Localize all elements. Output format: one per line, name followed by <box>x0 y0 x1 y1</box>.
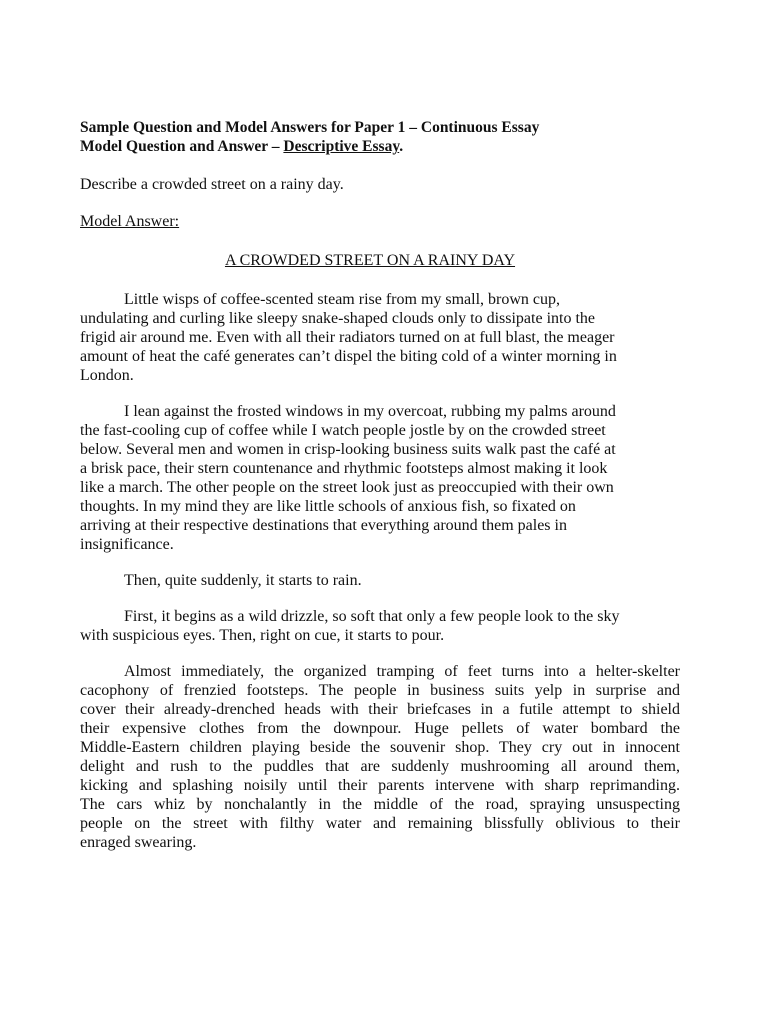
paragraph-line: cover their already-drenched heads with their briefcases in a futile attempt to shield <box>80 701 680 718</box>
paragraph-line: Then, quite suddenly, it starts to rain. <box>124 572 362 589</box>
paragraph-3 <box>80 571 680 590</box>
paragraph-line: The cars whiz by nonchalantly in the middle of the road, spraying unsuspecting <box>80 796 680 813</box>
paragraph-4 <box>80 607 680 645</box>
paragraph-line: their expensive clothes from the downpour. Huge pellets of water bombard the <box>80 720 680 737</box>
paragraph-line: kicking and splashing noisily until their parents intervene with sharp reprimanding. <box>80 777 680 794</box>
paragraph-1 <box>80 290 680 385</box>
model-answer-label: Model Answer: <box>80 213 180 230</box>
paragraph-line: people on the street with filthy water and remaining blissfully oblivious to their <box>80 815 680 832</box>
paragraph-line: insignificance. <box>80 536 174 553</box>
essay-question: Describe a crowded street on a rainy day. <box>80 176 344 193</box>
heading-line-2 <box>80 137 680 156</box>
paragraph-line: the fast-cooling cup of coffee while I watch people jostle by on the crowded street <box>80 422 606 439</box>
paragraph-line: enraged swearing. <box>80 834 197 851</box>
heading-line-1: Sample Question and Model Answers for Paper 1 – Continuous Essay <box>80 119 540 136</box>
paragraph-line: amount of heat the café generates can’t dispel the biting cold of a winter morning in <box>80 348 617 365</box>
paragraph-line: thoughts. In my mind they are like little schools of anxious fish, so fixated on <box>80 498 576 515</box>
essay-title: A CROWDED STREET ON A RAINY DAY <box>224 252 516 269</box>
paragraph-5 <box>80 662 680 852</box>
paragraph-line: First, it begins as a wild drizzle, so soft that only a few people look to the sky <box>124 608 620 625</box>
paragraph-line: like a march. The other people on the street look just as preoccupied with their own <box>80 479 614 496</box>
document-heading <box>80 118 680 156</box>
paragraph-line: Middle-Eastern children playing beside the souvenir shop. They cry out in innocent <box>80 739 680 756</box>
paragraph-line: I lean against the frosted windows in my overcoat, rubbing my palms around <box>124 403 616 420</box>
heading-line-2-suffix: . <box>399 138 404 155</box>
paragraph-line: undulating and curling like sleepy snake-shaped clouds only to dissipate into the <box>80 310 596 327</box>
paragraph-line: frigid air around me. Even with all their radiators turned on at full blast, the meager <box>80 329 615 346</box>
paragraph-2 <box>80 402 680 554</box>
paragraph-line: with suspicious eyes. Then, right on cue, it starts to pour. <box>80 627 445 644</box>
paragraph-line: Little wisps of coffee-scented steam rise from my small, brown cup, <box>124 291 561 308</box>
document-page <box>80 118 680 852</box>
paragraph-line: London. <box>80 367 134 384</box>
heading-essay-type: Descriptive Essay <box>283 138 400 155</box>
paragraph-line: below. Several men and women in crisp-looking business suits walk past the café at <box>80 441 616 458</box>
paragraph-line: cacophony of frenzied footsteps. The people in business suits yelp in surprise and <box>80 682 680 699</box>
heading-line-2-prefix: Model Question and Answer – <box>80 138 284 155</box>
paragraph-line: delight and rush to the puddles that are suddenly mushrooming all around them, <box>80 758 680 775</box>
paragraph-line: Almost immediately, the organized tramping of feet turns into a helter-skelter <box>124 663 680 680</box>
paragraph-line: a brisk pace, their stern countenance and rhythmic footsteps almost making it look <box>80 460 608 477</box>
paragraph-line: arriving at their respective destinations that everything around them pales in <box>80 517 567 534</box>
